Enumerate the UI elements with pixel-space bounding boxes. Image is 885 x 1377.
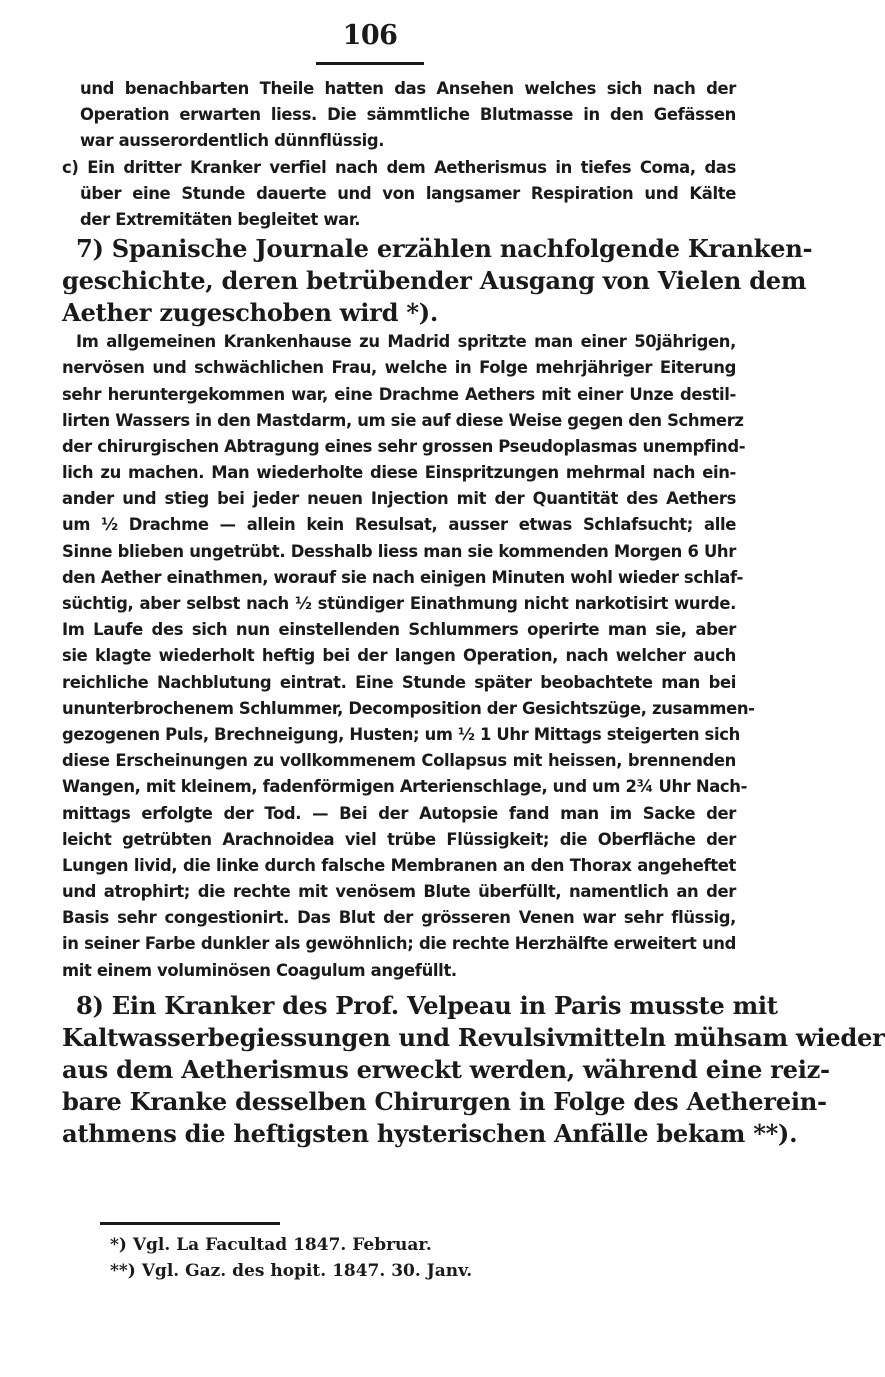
text-line: Lungen livid, die linke durch falsche Membranen an den Thorax angeheftet — [62, 855, 736, 875]
heading-line: Kaltwasserbegiessungen und Revulsivmitteln mühsam wieder — [62, 1022, 885, 1052]
text-line: Sinne blieben ungetrübt. Desshalb liess man sie kommenden Morgen 6 Uhr — [62, 541, 736, 561]
text-line: sehr heruntergekommen war, eine Drachme Aethers mit einer Unze destil- — [62, 384, 736, 404]
main-text — [62, 76, 885, 1150]
text-line: in seiner Farbe dunkler als gewöhnlich; die rechte Herzhälfte erweitert und — [62, 934, 736, 954]
text-line: der chirurgischen Abtragung eines sehr grossen Pseudoplasmas unempfind- — [62, 436, 746, 456]
text-line: Operation erwarten liess. Die sämmtliche Blutmasse in den Gefässen — [80, 105, 736, 125]
footnote: **) Vgl. Gaz. des hopit. 1847. 30. Janv. — [110, 1261, 473, 1281]
text-line: süchtig, aber selbst nach ½ stündiger Einathmung nicht narkotisirt wurde. — [62, 594, 736, 613]
section-8-heading — [62, 990, 885, 1150]
footnote-rule — [100, 1222, 280, 1225]
text-line: leicht getrübten Arachnoidea viel trübe Flüssigkeit; die Oberfläche der — [62, 829, 736, 849]
heading-line: aus dem Aetherismus erweckt werden, während eine reiz- — [62, 1054, 830, 1084]
heading-line: athmens die heftigsten hysterischen Anfälle bekam **). — [62, 1118, 798, 1148]
section-7-heading — [62, 233, 813, 329]
text-line: ununterbrochenem Schlummer, Decomposition der Gesichtszüge, zusammen- — [62, 698, 755, 718]
text-line: c) Ein dritter Kranker verfiel nach dem Aetherismus in tiefes Coma, das — [62, 157, 736, 177]
heading-line: 7) Spanische Journale erzählen nachfolgende Kranken- — [76, 234, 813, 264]
text-line: diese Erscheinungen zu vollkommenem Collapsus mit heissen, brennenden — [62, 751, 736, 771]
text-line: und atrophirt; die rechte mit venösem Blute überfüllt, namentlich an der — [62, 882, 736, 902]
footnotes — [110, 1232, 670, 1284]
text-line: lich zu machen. Man wiederholte diese Einspritzungen mehrmal nach ein- — [62, 463, 736, 483]
text-line: nervösen und schwächlichen Frau, welche in Folge mehrjähriger Eiterung — [62, 358, 736, 378]
text-line: war ausserordentlich dünnflüssig. — [80, 131, 385, 151]
page-number: 106 — [342, 20, 398, 51]
heading-line: bare Kranke desselben Chirurgen in Folge des Aetherein- — [62, 1086, 827, 1116]
heading-line: geschichte, deren betrübender Ausgang von Vielen dem — [62, 266, 807, 296]
text-line: Im Laufe des sich nun einstellenden Schlummers operirte man sie, aber — [62, 620, 736, 640]
text-line: Wangen, mit kleinem, fadenförmigen Arterienschlage, und um 2¾ Uhr Nach- — [62, 777, 748, 797]
text-line: ander und stieg bei jeder neuen Injection mit der Quantität des Aethers — [62, 489, 736, 509]
text-line: reichliche Nachblutung eintrat. Eine Stunde später beobachtete man bei — [62, 672, 736, 692]
text-line: den Aether einathmen, worauf sie nach einigen Minuten wohl wieder schlaf- — [62, 567, 743, 587]
text-line: gezogenen Puls, Brechneigung, Husten; um ½ 1 Uhr Mittags steigerten sich — [62, 724, 740, 744]
text-line: Basis sehr congestionirt. Das Blut der grösseren Venen war sehr flüssig, — [62, 908, 736, 928]
text-line: der Extremitäten begleitet war. — [80, 209, 361, 229]
header-rule — [316, 62, 424, 65]
text-line: mit einem voluminösen Coagulum angefüllt. — [62, 960, 457, 980]
case-c-section — [62, 76, 736, 233]
text-line: Im allgemeinen Krankenhause zu Madrid spritzte man einer 50jährigen, — [76, 332, 736, 352]
footnote: *) Vgl. La Facultad 1847. Februar. — [110, 1235, 432, 1255]
text-line: lirten Wassers in den Mastdarm, um sie auf diese Weise gegen den Schmerz — [62, 410, 744, 430]
text-line: über eine Stunde dauerte und von langsamer Respiration und Kälte — [80, 183, 736, 203]
heading-line: Aether zugeschoben wird *). — [62, 298, 438, 328]
text-line: und benachbarten Theile hatten das Ansehen welches sich nach der — [80, 79, 736, 98]
text-line: um ½ Drachme — allein kein Resulsat, ausser etwas Schlafsucht; alle — [62, 515, 736, 535]
section-7-paragraph — [62, 329, 755, 984]
text-line: sie klagte wiederholt heftig bei der langen Operation, nach welcher auch — [62, 646, 736, 666]
heading-line: 8) Ein Kranker des Prof. Velpeau in Paris musste mit — [76, 990, 778, 1020]
text-line: mittags erfolgte der Tod. — Bei der Autopsie fand man im Sacke der — [62, 803, 736, 823]
